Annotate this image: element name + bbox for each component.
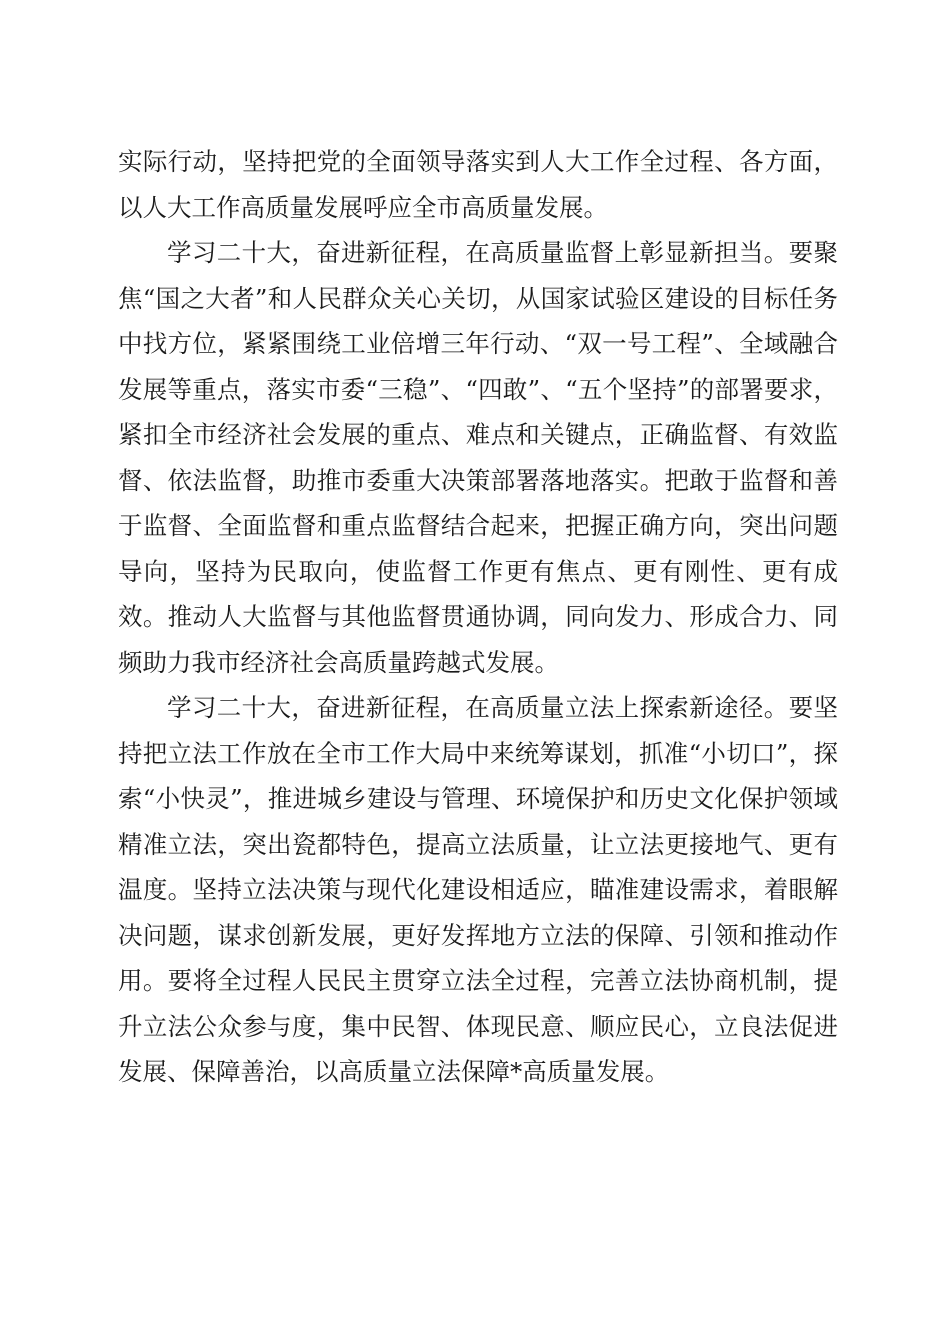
paragraph-continuation: 实际行动，坚持把党的全面领导落实到人大工作全过程、各方面，以人大工作高质量发展呼应全市高质量发展。: [118, 147, 838, 222]
paragraph-supervision: 学习二十大，奋进新征程，在高质量监督上彰显新担当。要聚焦“国之大者”和人民群众关心关切，从国家试验区建设的目标任务中找方位，紧紧围绕工业倍增三年行动、“双一号工程”、全域融合发展等重点，落实市委“三稳”、“四敢”、“五个坚持”的部署要求，紧扣全市经济社会发展的重点、难点和关键点，正确监督、有效监督、依法监督，助推市委重大决策部署落地落实。把敢于监督和善于监督、全面监督和重点监督结合起来，把握正确方向，突出问题导向，坚持为民取向，使监督工作更有焦点、更有刚性、更有成效。推动人大监督与其他监督贯通协调，同向发力、形成合力、同频助力我市经济社会高质量跨越式发展。: [118, 238, 838, 677]
document-body: [118, 139, 838, 1095]
paragraph-legislation: 学习二十大，奋进新征程，在高质量立法上探索新途径。要坚持把立法工作放在全市工作大局中来统筹谋划，抓准“小切口”，探索“小快灵”，推进城乡建设与管理、环境保护和历史文化保护领域精准立法，突出瓷都特色，提高立法质量，让立法更接地气、更有温度。坚持立法决策与现代化建设相适应，瞄准建设需求，着眼解决问题，谋求创新发展，更好发挥地方立法的保障、引领和推动作用。要将全过程人民民主贯穿立法全过程，完善立法协商机制，提升立法公众参与度，集中民智、体现民意、顺应民心，立良法促进发展、保障善治，以高质量立法保障*高质量发展。: [118, 693, 838, 1086]
